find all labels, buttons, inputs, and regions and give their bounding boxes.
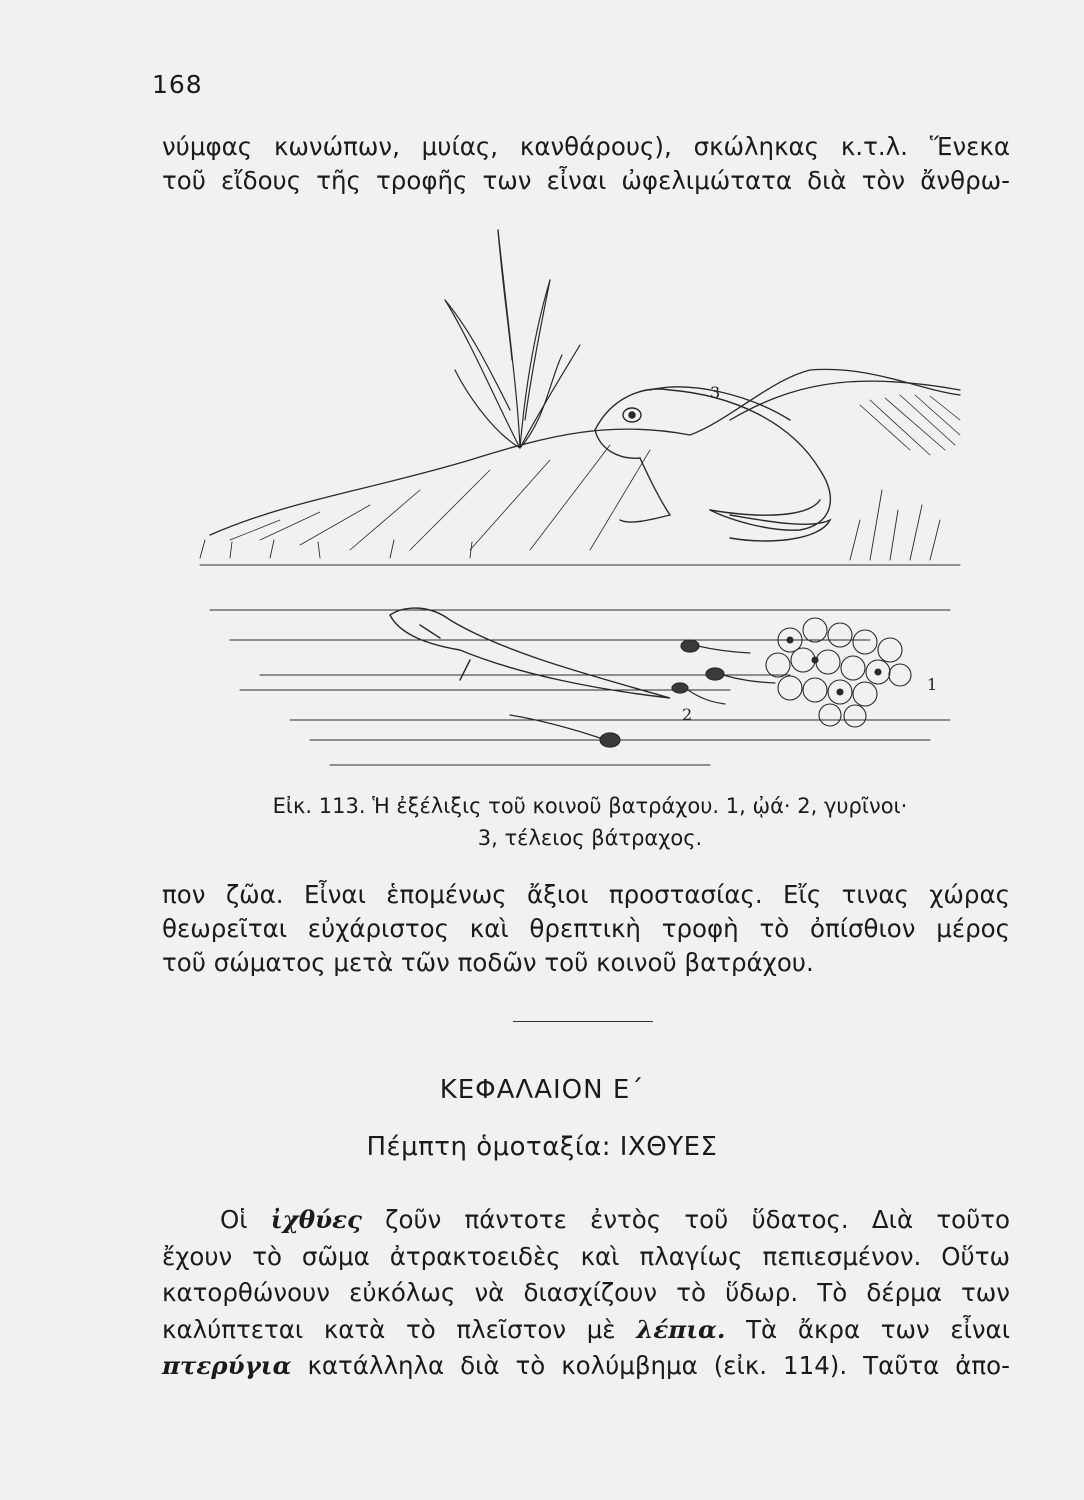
text-line: κατορθώνουν εὐκόλως νὰ διασχίζουν τὸ ὕδωρ. Τὸ δέρμα των	[162, 1278, 1010, 1307]
chapter-title: ΚΕΦΑΛΑΙΟΝ Ε΄	[439, 1075, 645, 1105]
chapter-subtitle: Πέμπτη ὁμοταξία: ΙΧΘΥΕΣ	[366, 1132, 718, 1162]
text-line	[162, 1348, 1010, 1385]
text-line: πον ζῶα. Εἶναι ἑπομένως ἄξιοι προστασίας. Εἴς τινας χώρας	[162, 880, 1010, 909]
text-run: Οἱ	[220, 1205, 271, 1234]
frog-lifecycle-illustration	[170, 220, 1020, 790]
paragraph-middle	[162, 878, 1010, 980]
hill-shape	[210, 369, 960, 535]
text-run: ζοῦν πάντοτε ἐντὸς τοῦ ὕδατος. Διὰ τοῦτο	[361, 1205, 1010, 1234]
section-divider	[513, 1021, 653, 1022]
tadpole-large	[390, 608, 670, 698]
text-line: θεωρεῖται εὐχάριστος καὶ θρεπτικὴ τροφὴ τὸ ὀπίσθιον μέρος	[162, 914, 1010, 943]
figure-caption-line2: 3, τέλειος βάτραχος.	[477, 826, 703, 850]
text-run: Τὰ ἄκρα των εἶναι	[725, 1314, 1011, 1344]
plant-shape	[445, 230, 580, 448]
water-lines	[200, 565, 960, 765]
paragraph-top	[162, 130, 1010, 198]
tadpole-small	[681, 640, 699, 652]
tadpole-small	[600, 733, 620, 747]
tadpole-small	[672, 683, 688, 693]
tadpole-small	[706, 668, 724, 680]
page-number: 168	[152, 70, 203, 99]
term-fish: ἰχθύες	[270, 1205, 362, 1234]
text-line	[162, 1312, 1010, 1349]
figure-label-2: 2	[682, 705, 693, 724]
text-line: τοῦ σώματος μετὰ τῶν ποδῶν τοῦ κοινοῦ βατράχου.	[162, 948, 814, 977]
figure-label-1: 1	[927, 675, 938, 694]
figure-label-3: 3	[710, 383, 721, 402]
text-line: νύμφας κωνώπων, μυίας, κανθάρους), σκώληκας κ.τ.λ. Ἕνεκα	[162, 132, 1010, 161]
frog-shape	[595, 387, 830, 541]
term-scales: λέπια.	[636, 1314, 726, 1344]
text-line: ἔχουν τὸ σῶμα ἀτρακτοειδὲς καὶ πλαγίως πεπιεσμένον. Οὕτω	[162, 1241, 1010, 1271]
frog-eggs	[766, 618, 911, 727]
paragraph-bottom	[162, 1202, 1010, 1385]
figure-caption-line1: Εἰκ. 113. Ἡ ἐξέλιξις τοῦ κοινοῦ βατράχου. 1, ᾠά· 2, γυρῖνοι·	[272, 794, 908, 818]
text-line: τοῦ εἴδους τῆς τροφῆς των εἶναι ὠφελιμώτατα διὰ τὸν ἄνθρω-	[162, 166, 1010, 195]
text-run: κατάλληλα διὰ τὸ κολύμβημα (εἰκ. 114). Ταῦτα ἀπο-	[291, 1351, 1010, 1380]
text-line	[162, 1202, 1010, 1239]
term-fins: πτερύγια	[162, 1351, 292, 1380]
text-run: καλύπτεται κατὰ τὸ πλεῖστον μὲ	[162, 1314, 637, 1344]
